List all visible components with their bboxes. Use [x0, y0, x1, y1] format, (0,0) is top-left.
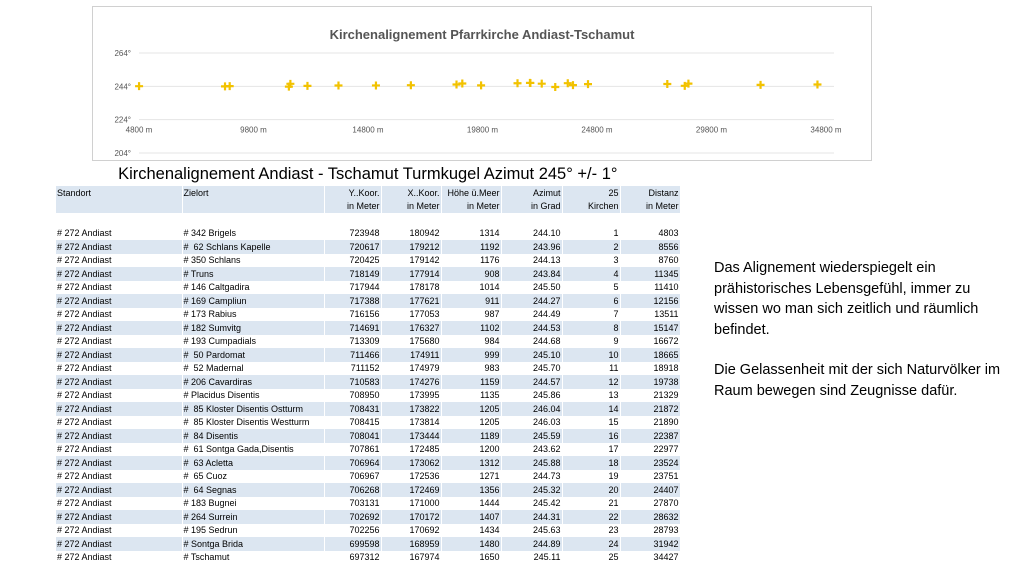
table-cell: 15 — [562, 416, 620, 430]
table-cell: 18665 — [620, 348, 680, 362]
table-cell: # 183 Bugnei — [182, 497, 324, 511]
header-y-koor: Y..Koor. — [324, 186, 381, 200]
x-tick-label: 24800 m — [581, 125, 613, 135]
table-cell: # 85 Kloster Disentis Ostturm — [182, 402, 324, 416]
table-cell: 27870 — [620, 497, 680, 511]
table-cell: # 52 Madernal — [182, 362, 324, 376]
unit-cell: in Meter — [381, 200, 441, 214]
header-azimut: Azimut — [501, 186, 562, 200]
table-cell: 28632 — [620, 510, 680, 524]
table-cell: 703131 — [324, 497, 381, 511]
table-cell: 1650 — [441, 551, 501, 565]
table-cell: 1135 — [441, 389, 501, 403]
table-row — [56, 470, 680, 484]
table-cell: 1205 — [441, 416, 501, 430]
table-row — [56, 321, 680, 335]
data-point-marker — [372, 81, 380, 89]
table-cell: 16672 — [620, 335, 680, 349]
table-cell: # 272 Andiast — [56, 240, 182, 254]
unit-cell: Kirchen — [562, 200, 620, 214]
table-cell: 8556 — [620, 240, 680, 254]
table-cell: 244.68 — [501, 335, 562, 349]
table-row — [56, 281, 680, 295]
table-cell: 172536 — [381, 470, 441, 484]
table-cell: 244.73 — [501, 470, 562, 484]
table-cell: # 169 Campliun — [182, 294, 324, 308]
table-cell: 168959 — [381, 537, 441, 551]
table-cell: 244.57 — [501, 375, 562, 389]
data-point-marker — [334, 82, 342, 90]
unit-cell: in Meter — [620, 200, 680, 214]
table-cell: # 272 Andiast — [56, 524, 182, 538]
data-point-marker — [813, 80, 821, 88]
table-cell: 706964 — [324, 456, 381, 470]
data-point-marker — [584, 80, 592, 88]
table-cell: 1205 — [441, 402, 501, 416]
table-cell: 2 — [562, 240, 620, 254]
table-cell: # 272 Andiast — [56, 470, 182, 484]
data-point-marker — [135, 82, 143, 90]
table-cell: # 206 Cavardiras — [182, 375, 324, 389]
table-cell: 718149 — [324, 267, 381, 281]
table-cell: 171000 — [381, 497, 441, 511]
table-cell: 716156 — [324, 308, 381, 322]
table-cell: 180942 — [381, 227, 441, 241]
table-cell: # Tschamut — [182, 551, 324, 565]
table-row — [56, 429, 680, 443]
table-cell: 12 — [562, 375, 620, 389]
table-cell: 711152 — [324, 362, 381, 376]
table-cell: 245.63 — [501, 524, 562, 538]
table-cell: 708431 — [324, 402, 381, 416]
table-cell: 11345 — [620, 267, 680, 281]
table-cell: 179142 — [381, 254, 441, 268]
data-point-marker — [526, 79, 534, 87]
table-cell: 1200 — [441, 443, 501, 457]
table-cell: 244.10 — [501, 227, 562, 241]
table-cell: # 146 Caltgadira — [182, 281, 324, 295]
table-cell: 717388 — [324, 294, 381, 308]
data-point-marker — [226, 82, 234, 90]
table-cell: 11 — [562, 362, 620, 376]
data-point-marker — [303, 82, 311, 90]
table-cell: 1356 — [441, 483, 501, 497]
table-row — [56, 497, 680, 511]
table-row — [56, 456, 680, 470]
table-cell: 20 — [562, 483, 620, 497]
table-cell: 702256 — [324, 524, 381, 538]
table-cell: # 195 Sedrun — [182, 524, 324, 538]
table-cell: 11410 — [620, 281, 680, 295]
table-cell: 699598 — [324, 537, 381, 551]
table-cell: 702692 — [324, 510, 381, 524]
table-row — [56, 510, 680, 524]
table-cell: 3 — [562, 254, 620, 268]
table-cell: # 272 Andiast — [56, 362, 182, 376]
table-cell: 4803 — [620, 227, 680, 241]
table-cell: 999 — [441, 348, 501, 362]
table-cell: # 272 Andiast — [56, 227, 182, 241]
table-cell: 173822 — [381, 402, 441, 416]
table-cell: 708041 — [324, 429, 381, 443]
table-cell: # 272 Andiast — [56, 389, 182, 403]
table-cell: 23524 — [620, 456, 680, 470]
commentary-paragraph-2: Die Gelassenheit mit der sich Naturvölker im Raum bewegen sind Zeugnisse dafür. — [714, 362, 1001, 399]
table-cell: 1189 — [441, 429, 501, 443]
table-cell: # 264 Surrein — [182, 510, 324, 524]
table-cell: # 272 Andiast — [56, 537, 182, 551]
x-tick-label: 29800 m — [695, 125, 728, 135]
table-cell: 1314 — [441, 227, 501, 241]
table-cell: # 62 Schlans Kapelle — [182, 240, 324, 254]
table-cell: # Placidus Disentis — [182, 389, 324, 403]
table-cell: 245.11 — [501, 551, 562, 565]
table-cell: 1159 — [441, 375, 501, 389]
table-cell: 908 — [441, 267, 501, 281]
table-cell: 179212 — [381, 240, 441, 254]
table-cell: 4 — [562, 267, 620, 281]
scatter-chart — [93, 7, 873, 162]
header-kirchen-count: 25 — [562, 186, 620, 200]
table-row — [56, 267, 680, 281]
commentary-paragraph-1: Das Alignement wiederspiegelt ein prähistorisches Lebensgefühl, immer zu wissen wo man sich zeitlich und räumlich befindet. — [714, 260, 979, 338]
table-cell: 174911 — [381, 348, 441, 362]
table-cell: 23 — [562, 524, 620, 538]
table-cell: # 272 Andiast — [56, 348, 182, 362]
header-zielort: Zielort — [182, 186, 324, 200]
table-cell: # 272 Andiast — [56, 456, 182, 470]
x-tick-label: 34800 m — [810, 125, 842, 135]
table-row — [56, 416, 680, 430]
table-row — [56, 483, 680, 497]
table-cell: 708415 — [324, 416, 381, 430]
table-cell: 5 — [562, 281, 620, 295]
table-cell: 244.49 — [501, 308, 562, 322]
table-cell: 1176 — [441, 254, 501, 268]
table-cell: 714691 — [324, 321, 381, 335]
table-cell: 170692 — [381, 524, 441, 538]
table-cell: # 65 Cuoz — [182, 470, 324, 484]
table-cell: 174276 — [381, 375, 441, 389]
table-cell: # 61 Sontga Gada,Disentis — [182, 443, 324, 457]
table-cell: 911 — [441, 294, 501, 308]
table-row — [56, 227, 680, 241]
unit-cell — [56, 200, 182, 214]
table-cell: 19 — [562, 470, 620, 484]
table-cell: 22 — [562, 510, 620, 524]
table-cell: 15147 — [620, 321, 680, 335]
table-cell: # 342 Brigels — [182, 227, 324, 241]
table-cell: 1444 — [441, 497, 501, 511]
table-cell: 711466 — [324, 348, 381, 362]
table-row — [56, 389, 680, 403]
table-cell: 13511 — [620, 308, 680, 322]
table-cell: 22977 — [620, 443, 680, 457]
table-cell: # 272 Andiast — [56, 483, 182, 497]
table-cell: 170172 — [381, 510, 441, 524]
data-point-marker — [407, 81, 415, 89]
table-row — [56, 240, 680, 254]
table-cell: 167974 — [381, 551, 441, 565]
table-cell: 174979 — [381, 362, 441, 376]
table-cell: 1312 — [441, 456, 501, 470]
table-cell: # 193 Cumpadials — [182, 335, 324, 349]
table-cell: 24407 — [620, 483, 680, 497]
table-cell: 246.03 — [501, 416, 562, 430]
table-cell: 245.86 — [501, 389, 562, 403]
table-cell: 173814 — [381, 416, 441, 430]
table-cell: 14 — [562, 402, 620, 416]
y-tick-label: 224° — [114, 115, 131, 125]
table-cell: 19738 — [620, 375, 680, 389]
table-cell: 245.88 — [501, 456, 562, 470]
table-cell: # 272 Andiast — [56, 429, 182, 443]
table-cell: 983 — [441, 362, 501, 376]
table-cell: 178178 — [381, 281, 441, 295]
table-cell: # 272 Andiast — [56, 281, 182, 295]
table-row — [56, 402, 680, 416]
table-row — [56, 375, 680, 389]
table-cell: 177914 — [381, 267, 441, 281]
table-cell: 22387 — [620, 429, 680, 443]
x-tick-label: 14800 m — [352, 125, 384, 135]
table-cell: 246.04 — [501, 402, 562, 416]
table-cell: # 272 Andiast — [56, 254, 182, 268]
table-cell: 245.32 — [501, 483, 562, 497]
header-x-koor: X..Koor. — [381, 186, 441, 200]
table-cell: # 85 Kloster Disentis Westturm — [182, 416, 324, 430]
table-cell: # 272 Andiast — [56, 294, 182, 308]
table-cell: 177053 — [381, 308, 441, 322]
table-row — [56, 551, 680, 565]
unit-cell: in Meter — [324, 200, 381, 214]
table-cell: # 272 Andiast — [56, 321, 182, 335]
x-tick-label: 4800 m — [125, 125, 153, 135]
table-cell: 13 — [562, 389, 620, 403]
table-cell: 1271 — [441, 470, 501, 484]
table-cell: 1434 — [441, 524, 501, 538]
table-cell: 987 — [441, 308, 501, 322]
table-cell: 21329 — [620, 389, 680, 403]
table-cell: 12156 — [620, 294, 680, 308]
table-row — [56, 443, 680, 457]
unit-cell: in Meter — [441, 200, 501, 214]
table-cell: 8 — [562, 321, 620, 335]
table-title: Kirchenalignement Andiast - Tschamut Turmkugel Azimut 245° +/- 1° — [56, 162, 680, 186]
table-cell: 17 — [562, 443, 620, 457]
unit-cell: in Grad — [501, 200, 562, 214]
table-row — [56, 335, 680, 349]
table-cell: 175680 — [381, 335, 441, 349]
header-distanz: Distanz — [620, 186, 680, 200]
table-cell: 244.31 — [501, 510, 562, 524]
table-row — [56, 308, 680, 322]
commentary-text — [714, 258, 1004, 421]
header-hoehe: Höhe ü.Meer — [441, 186, 501, 200]
table-cell: 1014 — [441, 281, 501, 295]
table-cell: 245.42 — [501, 497, 562, 511]
table-cell: # 272 Andiast — [56, 416, 182, 430]
table-cell: 243.84 — [501, 267, 562, 281]
table-cell: 243.96 — [501, 240, 562, 254]
x-tick-label: 9800 m — [240, 125, 267, 135]
chart-panel — [92, 6, 872, 161]
table-cell: # 350 Schlans — [182, 254, 324, 268]
table-cell: # 272 Andiast — [56, 267, 182, 281]
chart-title: Kirchenalignement Pfarrkirche Andiast-Tschamut — [329, 27, 635, 42]
table-cell: # 272 Andiast — [56, 308, 182, 322]
table-cell: 7 — [562, 308, 620, 322]
table-cell: # 182 Sumvitg — [182, 321, 324, 335]
table-cell: 18918 — [620, 362, 680, 376]
table-cell: 177621 — [381, 294, 441, 308]
table-cell: 25 — [562, 551, 620, 565]
table-cell: 172469 — [381, 483, 441, 497]
table-row — [56, 537, 680, 551]
table-cell: 720617 — [324, 240, 381, 254]
table-cell: 173995 — [381, 389, 441, 403]
table-cell: 244.13 — [501, 254, 562, 268]
table-header-row — [56, 186, 680, 200]
table-cell: 245.59 — [501, 429, 562, 443]
table-cell: 243.62 — [501, 443, 562, 457]
table-cell: 706967 — [324, 470, 381, 484]
unit-cell — [182, 200, 324, 214]
table-cell: 697312 — [324, 551, 381, 565]
table-cell: 18 — [562, 456, 620, 470]
table-cell: 23751 — [620, 470, 680, 484]
table-row — [56, 348, 680, 362]
table-row — [56, 294, 680, 308]
x-tick-label: 19800 m — [466, 125, 499, 135]
table-cell: # 272 Andiast — [56, 375, 182, 389]
table-row — [56, 524, 680, 538]
table-cell: 24 — [562, 537, 620, 551]
table-cell: 244.53 — [501, 321, 562, 335]
table-cell: # Sontga Brida — [182, 537, 324, 551]
table-cell: # Truns — [182, 267, 324, 281]
table-cell: 10 — [562, 348, 620, 362]
table-cell: # 84 Disentis — [182, 429, 324, 443]
table-cell: 28793 — [620, 524, 680, 538]
table-spacer-row — [56, 213, 680, 227]
data-point-marker — [477, 81, 485, 89]
table-cell: 720425 — [324, 254, 381, 268]
table-cell: 1102 — [441, 321, 501, 335]
table-cell: 21890 — [620, 416, 680, 430]
y-tick-label: 244° — [114, 82, 131, 92]
table-cell: 8760 — [620, 254, 680, 268]
table-cell: 6 — [562, 294, 620, 308]
data-point-marker — [551, 83, 559, 91]
table-cell: # 50 Pardomat — [182, 348, 324, 362]
table-cell: # 272 Andiast — [56, 497, 182, 511]
table-cell: 707861 — [324, 443, 381, 457]
table-cell: # 272 Andiast — [56, 402, 182, 416]
table-cell: # 272 Andiast — [56, 335, 182, 349]
table-cell: # 173 Rabius — [182, 308, 324, 322]
data-point-marker — [757, 81, 765, 89]
table-cell: # 272 Andiast — [56, 510, 182, 524]
table-cell: 245.50 — [501, 281, 562, 295]
table-cell: 706268 — [324, 483, 381, 497]
table-cell: 713309 — [324, 335, 381, 349]
y-tick-label: 204° — [114, 149, 131, 158]
table-cell: 1 — [562, 227, 620, 241]
table-cell: 708950 — [324, 389, 381, 403]
table-cell: 1407 — [441, 510, 501, 524]
table-cell: 172485 — [381, 443, 441, 457]
table-cell: 984 — [441, 335, 501, 349]
table-cell: 31942 — [620, 537, 680, 551]
table-cell: # 63 Acletta — [182, 456, 324, 470]
table-cell: 244.27 — [501, 294, 562, 308]
table-cell: 245.70 — [501, 362, 562, 376]
table-cell: 21872 — [620, 402, 680, 416]
table-row — [56, 254, 680, 268]
table-cell: 173062 — [381, 456, 441, 470]
table-cell: 723948 — [324, 227, 381, 241]
table-cell: # 272 Andiast — [56, 551, 182, 565]
alignment-table — [56, 162, 681, 564]
header-standort: Standort — [56, 186, 182, 200]
table-cell: 176327 — [381, 321, 441, 335]
table-cell: 1192 — [441, 240, 501, 254]
table-cell: 16 — [562, 429, 620, 443]
table-cell: 710583 — [324, 375, 381, 389]
table-cell: 21 — [562, 497, 620, 511]
table-cell: 1480 — [441, 537, 501, 551]
table-units-row — [56, 200, 680, 214]
table-cell: 34427 — [620, 551, 680, 565]
table-cell: 173444 — [381, 429, 441, 443]
table-cell: # 272 Andiast — [56, 443, 182, 457]
table-row — [56, 362, 680, 376]
table-cell: 9 — [562, 335, 620, 349]
table-cell: 245.10 — [501, 348, 562, 362]
table-cell: 244.89 — [501, 537, 562, 551]
table-cell: 717944 — [324, 281, 381, 295]
table-cell: # 64 Segnas — [182, 483, 324, 497]
y-tick-label: 264° — [114, 49, 131, 58]
